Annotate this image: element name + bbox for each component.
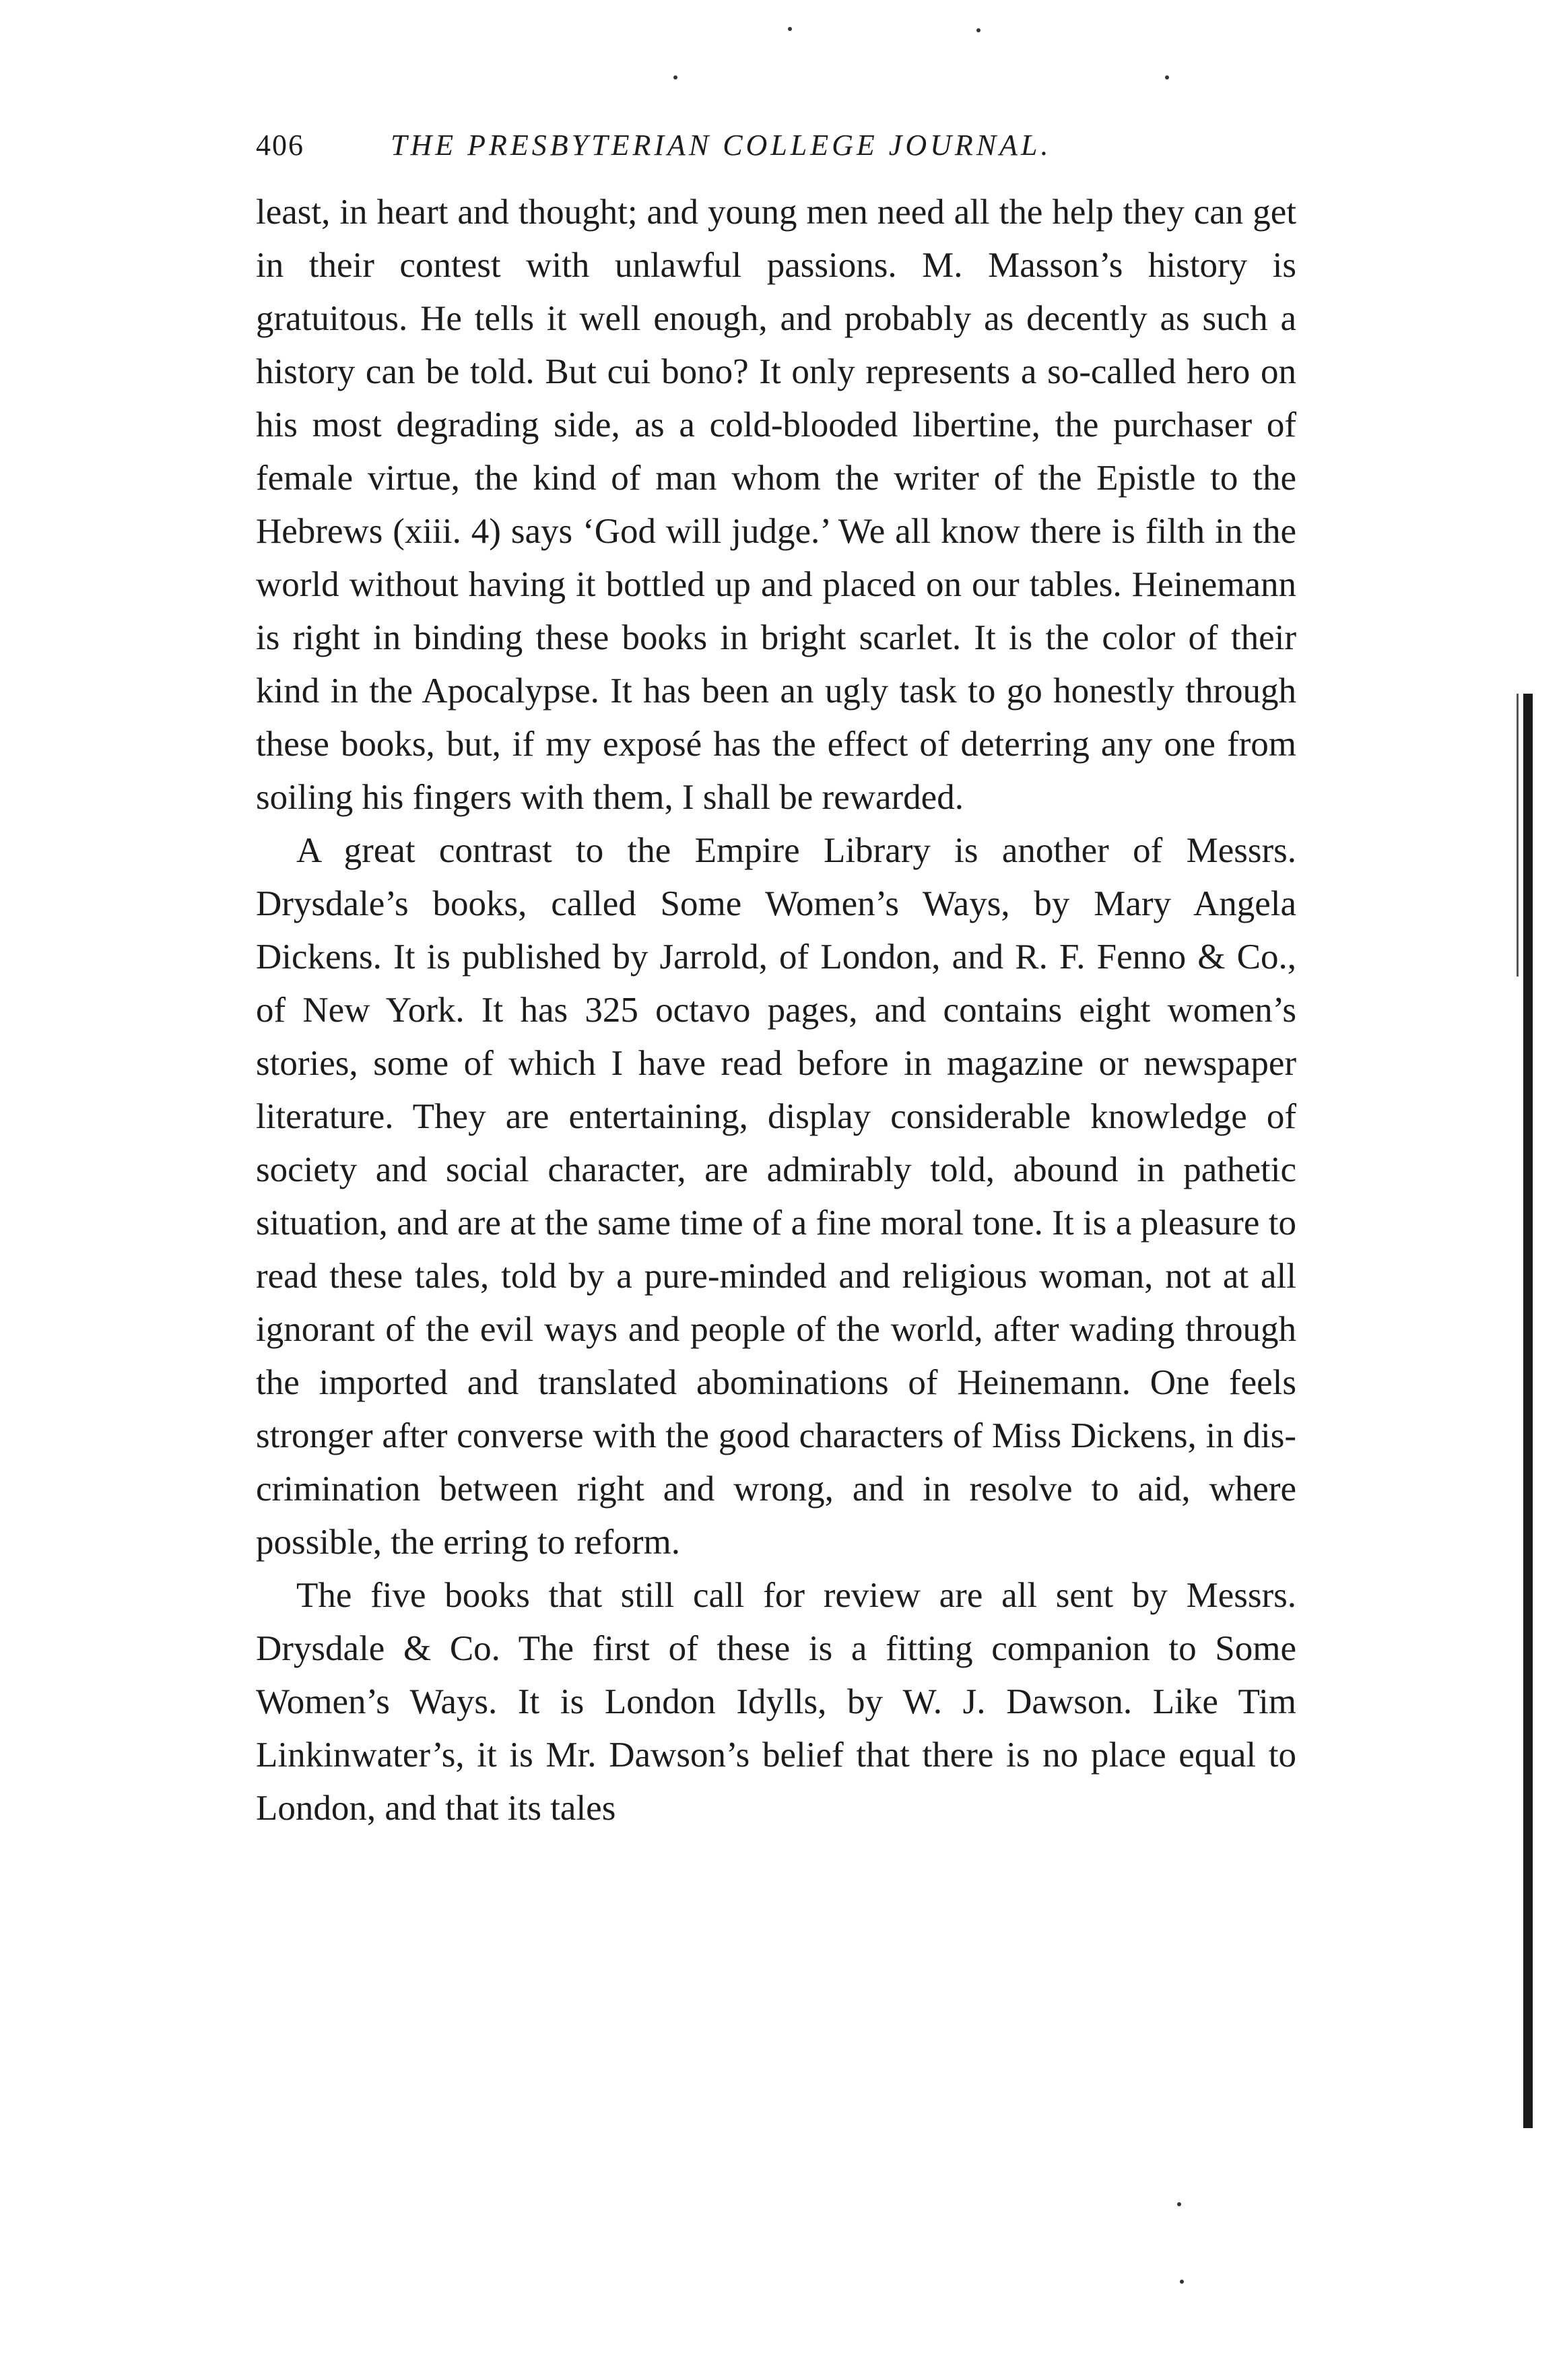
running-title: THE PRESBYTERIAN COLLEGE JOURNAL.	[391, 129, 1052, 162]
paragraph-1: least, in heart and thought; and young men need all the help they can get in their contest with unlawful passions. M. Masson’s history is gratuitous. He tells it well enough, and probably as decently as such a history can be told. But cui bono? It only represents a so-called hero on his most degrading side, as a cold-blooded libertine, the purchaser of female virtue, the kind of man whom the writer of the Epistle to the Hebrews (xiii. 4) says ‘God will judge.’ We all know there is filth in the world without having it bottled up and placed on our tables. Heinemann is right in binding these books in bright scarlet. It is the color of their kind in the Apocalypse. It has been an ugly task to go honestly through these books, but, if my exposé has the effect of deterring any one from soiling his fingers with them, I shall be rewarded.	[256, 193, 1296, 817]
scan-speck	[1177, 2202, 1181, 2206]
scan-edge-thin-line	[1517, 694, 1519, 977]
scan-speck	[673, 75, 677, 79]
scan-speck	[788, 27, 792, 31]
page-number: 406	[256, 129, 304, 162]
scan-edge-shadow	[1523, 694, 1533, 2128]
paragraph-3: The five books that still call for review are all sent by Messrs. Drysdale & Co. The first of these is a fitting companion to Some Women’s Ways. It is London Idylls, by W. J. Dawson. Like Tim Linkinwater’s, it is Mr. Dawson’s belief that there is no place equal to London, and that its tales	[256, 1576, 1296, 1828]
paragraph-2: A great contrast to the Empire Library is another of Messrs. Drysdale’s books, called Some Women’s Ways, by Mary Angela Dickens. It is published by Jarrold, of London, and R. F. Fenno & Co., of New York. It has 325 octavo pages, and contains eight women’s stories, some of which I have read before in magazine or newspaper literature. They are entertaining, display considerable knowledge of society and social character, are admirably told, abound in pathetic situation, and are at the same time of a fine moral tone. It is a pleasure to read these tales, told by a pure-minded and religious woman, not at all ignorant of the evil ways and people of the world, after wading through the imported and translated abominations of Heinemann. One feels stronger after converse with the good characters of Miss Dickens, in discrimination between right and wrong, and in resolve to aid, where possible, the erring to reform.	[256, 831, 1296, 1562]
scan-speck	[976, 28, 980, 32]
scan-speck	[1165, 75, 1169, 79]
page-header	[256, 128, 1293, 168]
scan-speck	[1180, 2280, 1184, 2284]
article-body	[256, 186, 1296, 1835]
